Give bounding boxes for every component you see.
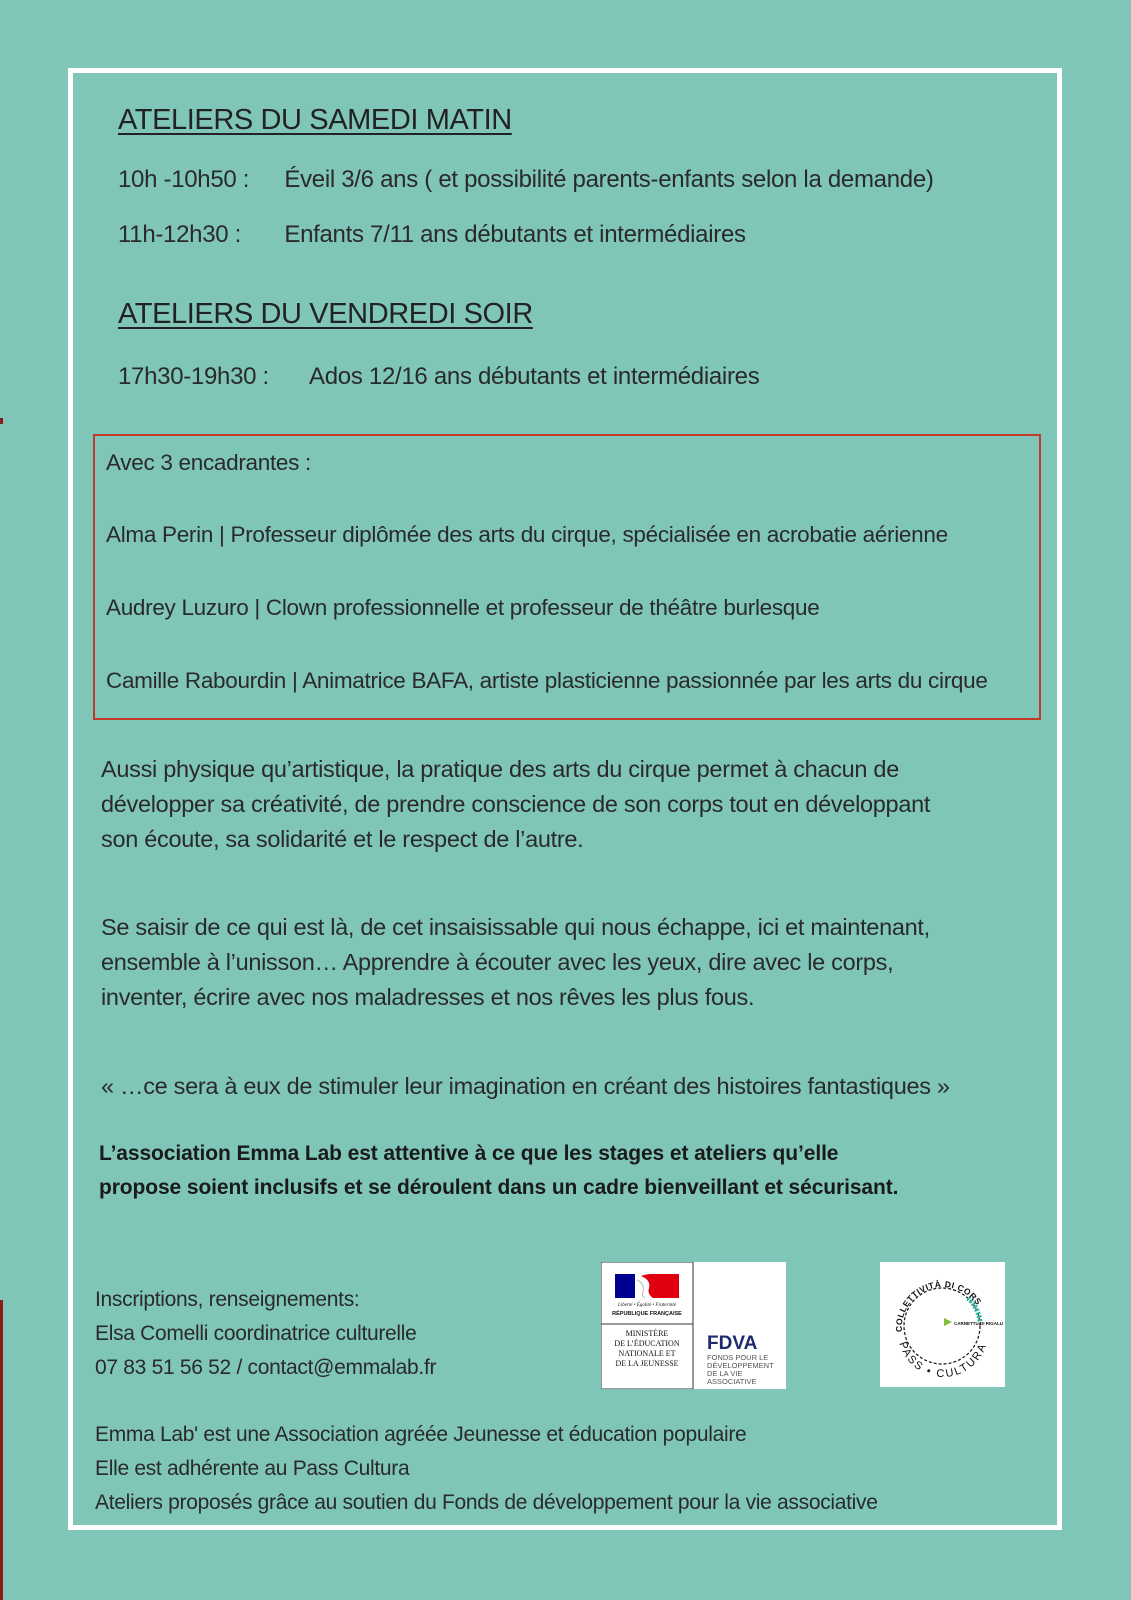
page-edge-mark-bottom xyxy=(0,1300,3,1600)
staff-name: Audrey Luzuro xyxy=(106,595,249,620)
inclusion-statement xyxy=(99,1137,898,1205)
statement-line: L’association Emma Lab est attentive à ce que les stages et ateliers qu’elle xyxy=(99,1142,839,1165)
ministry-fdva-logo-graphic xyxy=(601,1262,786,1389)
play-arrow-icon xyxy=(944,1318,952,1326)
page-edge-mark xyxy=(0,418,3,424)
staff-separator: | xyxy=(248,595,266,620)
staff-member xyxy=(106,668,988,694)
staff-intro: Avec 3 encadrantes : xyxy=(106,450,311,475)
ministry-line: DE L’ÉDUCATION xyxy=(614,1339,680,1348)
gov-republic: RÉPUBLIQUE FRANÇAISE xyxy=(612,1311,682,1317)
staff-name: Alma Perin xyxy=(106,522,214,547)
statement-line: propose soient inclusifs et se déroulent dans un cadre bienveillant et sécurisant. xyxy=(99,1176,899,1199)
staff-separator: | xyxy=(286,668,303,693)
gov-motto: Liberté • Égalité • Fraternité xyxy=(618,1303,676,1308)
staff-role: Clown professionnelle et professeur de théâtre burlesque xyxy=(265,595,820,620)
pass-cultura-logo xyxy=(880,1262,1005,1387)
description-paragraph xyxy=(101,752,1021,857)
paragraph-line: ensemble à l’unisson… Apprendre à écouter avec les yeux, dire avec le corps, xyxy=(101,949,894,975)
quote: « …ce sera à eux de stimuler leur imagination en créant des histoires fantastiques » xyxy=(101,1073,950,1099)
description-paragraph xyxy=(101,910,1021,1015)
pass-cultura-logo-graphic xyxy=(880,1262,1005,1387)
contact-details: 07 83 51 56 52 / contact@emmalab.fr xyxy=(95,1356,437,1379)
schedule-row xyxy=(118,221,746,249)
footer-line: Elle est adhérente au Pass Cultura xyxy=(95,1457,410,1480)
ministry-line: MINISTÈRE xyxy=(625,1329,669,1338)
schedule-row xyxy=(118,363,759,391)
staff-role: Professeur diplômée des arts du cirque, spécialisée en acrobatie aérienne xyxy=(230,522,948,547)
staff-separator: | xyxy=(213,522,231,547)
schedule-description: Enfants 7/11 ans débutants et intermédiaires xyxy=(284,221,746,248)
schedule-description: Ados 12/16 ans débutants et intermédiaires xyxy=(309,363,760,390)
fdva-subline: ASSOCIATIVE xyxy=(707,1377,757,1386)
schedule-description: Éveil 3/6 ans ( et possibilité parents-enfants selon la demande) xyxy=(284,166,934,193)
staff-role: Animatrice BAFA, artiste plasticienne passionnée par les arts du cirque xyxy=(302,668,988,693)
flag-blue-icon xyxy=(615,1274,635,1298)
ministry-line: DE LA JEUNESSE xyxy=(615,1359,679,1368)
pass-bottom-text: PASS • CULTURA xyxy=(896,1340,990,1381)
fdva-subline: DE LA VIE xyxy=(707,1369,743,1378)
fdva-subline: DÉVELOPPEMENT xyxy=(707,1361,774,1370)
staff-name: Camille Rabourdin xyxy=(106,668,286,693)
fdva-label: FDVA xyxy=(707,1333,758,1354)
pass-ring-text: COLLETTIVITÀ DI CORS xyxy=(893,1279,984,1333)
staff-member xyxy=(106,595,819,621)
friday-heading: ATELIERS DU VENDREDI SOIR xyxy=(118,298,533,330)
saturday-heading: ATELIERS DU SAMEDI MATIN xyxy=(118,104,512,136)
paragraph-line: Se saisir de ce qui est là, de cet insaisissable qui nous échappe, ici et maintenant, xyxy=(101,914,930,940)
ministry-line: NATIONALE ET xyxy=(618,1349,676,1358)
fdva-subline: FONDS POUR LE xyxy=(707,1353,769,1362)
footer-block xyxy=(95,1418,878,1520)
schedule-time: 11h-12h30 : xyxy=(118,221,242,248)
footer-line: Emma Lab' est une Association agréée Jeunesse et éducation populaire xyxy=(95,1423,747,1446)
pass-badge: CARNETTU DI RIGALU xyxy=(954,1321,1003,1326)
paragraph-line: inventer, écrire avec nos maladresses et nos rêves les plus fous. xyxy=(101,984,755,1010)
contact-person: Elsa Comelli coordinatrice culturelle xyxy=(95,1322,417,1345)
schedule-time: 10h -10h50 : xyxy=(118,166,250,193)
contact-block xyxy=(95,1283,436,1385)
paragraph-line: son écoute, sa solidarité et le respect de l’autre. xyxy=(101,826,584,852)
paragraph-line: Aussi physique qu’artistique, la pratique des arts du cirque permet à chacun de xyxy=(101,756,899,782)
schedule-time: 17h30-19h30 : xyxy=(118,363,269,390)
ministry-fdva-logo xyxy=(601,1262,786,1389)
footer-line: Ateliers proposés grâce au soutien du Fonds de développement pour la vie associative xyxy=(95,1491,878,1514)
paragraph-line: développer sa créativité, de prendre conscience de son corps tout en développant xyxy=(101,791,931,817)
schedule-row xyxy=(118,166,934,194)
contact-heading: Inscriptions, renseignements: xyxy=(95,1288,360,1311)
staff-member xyxy=(106,522,948,548)
